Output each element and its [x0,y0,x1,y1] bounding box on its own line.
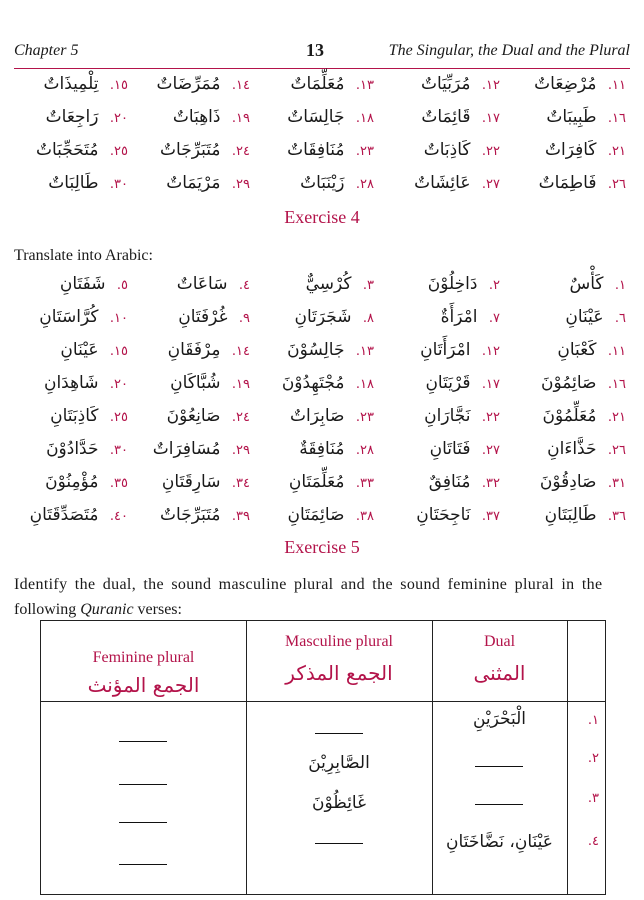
arabic-word: نَجَّارَانِ [424,406,471,426]
arabic-word: حَذَّاءَانِ [547,439,597,459]
item-number: ٢٩. [231,443,250,458]
arabic-word: صَادِقُوْنَ [539,472,597,492]
word-item [256,505,374,525]
arabic-word: امْرَأَتَانِ [420,340,471,360]
word-item [382,140,500,160]
word-item [256,140,374,160]
answer-blank [119,741,167,742]
word-item [132,406,250,426]
item-number: ١٧. [481,377,500,392]
word-item [256,472,374,492]
word-item [382,439,500,459]
item-number: ٣٠. [109,177,128,192]
item-number: ٤. [238,278,250,293]
item-number: ٣٢. [481,476,500,491]
word-item [10,74,128,94]
arabic-word: مُسَافِرَاتٌ [152,439,221,459]
arabic-word: شَجَرَتَانِ [294,307,352,327]
item-number: ١٧. [481,111,500,126]
arabic-word: كَعْبَانِ [557,340,597,360]
arabic-word: مُتَصَدِّقَتَانِ [29,505,99,525]
item-number: ١٠. [109,311,128,326]
item-number: ٢٣. [355,410,374,425]
arabic-word: نَاجِحَتَانِ [416,505,471,525]
item-number: ١٦. [607,377,626,392]
word-row [18,505,626,535]
answer-blank [475,766,523,767]
item-number: ١٤. [231,78,250,93]
item-number: ٢٤. [231,144,250,159]
exercise5-instruction-line2 [14,601,182,619]
arabic-word: مِرْفَقَانِ [167,340,221,360]
arabic-word: مُنَافِقَاتٌ [287,140,345,160]
item-number: ٢٩. [231,177,250,192]
word-item [132,274,250,294]
word-item [382,173,500,193]
header-masculine-plural: Masculine plural [285,633,393,650]
arabic-word: مَرْيَمَاتٌ [166,173,221,193]
word-item [382,373,500,393]
instruction-suffix: verses: [133,601,182,618]
item-number: ١١. [607,344,626,359]
word-item [132,74,250,94]
word-item [10,107,128,127]
instruction-prefix: following [14,601,81,618]
arabic-word: جَالِسُوْنَ [287,340,345,360]
word-row [18,74,626,104]
arabic-word: طَبِيبَاتٌ [546,107,597,127]
item-number: ١٦. [607,111,626,126]
arabic-word: غُرْفَتَانِ [178,307,228,327]
item-number: ١٩. [231,377,250,392]
word-item [256,274,374,294]
item-number: ٣٣. [355,476,374,491]
arabic-word: طَالِبَتَانِ [544,505,597,525]
item-number: ٣٧. [481,509,500,524]
item-number: ٨. [362,311,374,326]
word-item [132,340,250,360]
table-row-divider [41,701,605,702]
header-dual-arabic: المثنى [473,661,526,685]
row-number: .٣ [587,791,599,806]
item-number: ٢٨. [355,443,374,458]
arabic-word: صَابِرَاتٌ [290,406,345,426]
word-item [382,274,500,294]
item-number: ١٨. [355,111,374,126]
arabic-word: شُبَّاكَانِ [170,373,221,393]
page-header [14,34,630,64]
word-item [10,173,128,193]
item-number: ٢٠. [109,377,128,392]
arabic-word: ذَاهِبَاتٌ [172,107,221,127]
word-item [256,173,374,193]
word-item [382,505,500,525]
masculine-plural-cell: غَائِظُوْنَ [311,793,366,813]
item-number: ٧. [488,311,500,326]
word-item [10,274,128,294]
header-feminine-plural-arabic: الجمع المؤنث [87,673,200,697]
answer-blank [475,804,523,805]
chapter-label: Chapter 5 [14,42,79,59]
item-number: ٢٠. [109,111,128,126]
word-item [256,340,374,360]
item-number: ٢٧. [481,177,500,192]
word-item [382,107,500,127]
dual-cell: الْبَحْرَيْنِ [472,709,527,729]
arabic-word: سَارِقَتَانِ [161,472,221,492]
word-item [10,307,128,327]
word-row [18,373,626,403]
arabic-word: زَيْنَبَاتٌ [300,173,345,193]
arabic-word: مُرْضِعَاتٌ [534,74,597,94]
word-item [508,340,626,360]
arabic-word: فَتَاتَانِ [429,439,471,459]
arabic-word: مُتَبَرِّجَاتٌ [160,505,221,525]
word-item [382,307,500,327]
word-item [10,406,128,426]
arabic-word: امْرَأَةٌ [440,307,478,327]
word-item [10,439,128,459]
arabic-word: تِلْمِيذَاتٌ [43,74,99,94]
word-item [132,140,250,160]
word-item [132,472,250,492]
word-item [132,307,250,327]
item-number: ٢٢. [481,410,500,425]
word-item [132,505,250,525]
item-number: ١١. [607,78,626,93]
arabic-word: مُرَبِّيَاتٌ [420,74,471,94]
arabic-word: صَائِمَتَانِ [287,505,345,525]
item-number: ١٥. [109,344,128,359]
item-number: ٢١. [607,144,626,159]
word-item [10,472,128,492]
arabic-word: صَائِمُوْنَ [541,373,597,393]
word-row [18,439,626,469]
item-number: ٢٤. [231,410,250,425]
header-feminine-plural: Feminine plural [92,649,195,666]
word-item [132,439,250,459]
word-item [132,373,250,393]
arabic-word: مُمَرِّضَاتٌ [156,74,221,94]
arabic-word: عَيْنَانِ [565,307,604,327]
arabic-word: مُعَلِّمَتَانِ [288,472,345,492]
word-item [10,373,128,393]
arabic-word: مُتَحَجِّبَاتٌ [35,140,99,160]
word-row [18,307,626,337]
word-item [256,406,374,426]
word-item [508,406,626,426]
item-number: ٢٥. [109,410,128,425]
masculine-plural-cell: الصَّابِرِيْنَ [308,753,370,773]
word-item [10,340,128,360]
answer-blank [315,843,363,844]
word-item [508,140,626,160]
item-number: ٢٨. [355,177,374,192]
arabic-word: كُرَّاسَتَانِ [39,307,99,327]
arabic-word: كَاذِبَتَانِ [50,406,99,426]
row-number: .٤ [587,834,599,849]
word-item [256,307,374,327]
header-masculine-plural-arabic: الجمع المذكر [285,661,393,685]
arabic-word: مُنَافِقَةٌ [299,439,345,459]
item-number: ٢٦. [607,177,626,192]
word-row [18,173,626,203]
arabic-word: مُتَبَرِّجَاتٌ [160,140,221,160]
exercise4-instruction: Translate into Arabic: [14,247,153,264]
table-col-divider [567,621,568,894]
arabic-word: مُعَلِّمُوْنَ [542,406,597,426]
answer-blank [119,822,167,823]
running-title: The Singular, the Dual and the Plural [388,42,630,59]
answer-blank [315,733,363,734]
dual-cell: عَيْنَانِ، نَضَّاخَتَانِ [446,832,553,852]
word-item [382,340,500,360]
word-item [10,505,128,525]
item-number: ٢٢. [481,144,500,159]
word-row [18,472,626,502]
item-number: ١٢. [481,344,500,359]
word-item [382,406,500,426]
word-item [382,472,500,492]
item-number: ١٨. [355,377,374,392]
item-number: ٥. [116,278,128,293]
word-item [508,173,626,193]
item-number: ٣٨. [355,509,374,524]
item-number: ٣١. [607,476,626,491]
word-item [132,173,250,193]
word-item [508,74,626,94]
item-number: ٣٩. [231,509,250,524]
arabic-word: رَاجِعَاتٌ [45,107,99,127]
arabic-word: مُؤْمِنُوْنَ [45,472,99,492]
word-item [508,107,626,127]
item-number: ٩. [238,311,250,326]
word-item [256,107,374,127]
item-number: ٢٧. [481,443,500,458]
arabic-word: سَاعَاتٌ [176,274,228,294]
exercise5-instruction-line1: Identify the dual, the sound masculine plural and the sound feminine plural in the [14,576,603,593]
word-row [18,340,626,370]
word-item [508,373,626,393]
exercise5-table [40,620,606,895]
arabic-word: جَالِسَاتٌ [287,107,345,127]
word-item [256,74,374,94]
page-number: 13 [306,40,324,60]
word-item [132,107,250,127]
item-number: ٣. [362,278,374,293]
item-number: ١. [614,278,626,293]
arabic-word: صَانِعُوْنَ [166,406,221,426]
item-number: ٢٥. [109,144,128,159]
item-number: ٢٣. [355,144,374,159]
item-number: ٢. [488,278,500,293]
arabic-word: شَاهِدَانِ [43,373,99,393]
word-item [10,140,128,160]
item-number: ١٩. [231,111,250,126]
arabic-word: طَالِبَاتٌ [48,173,99,193]
row-number: .٢ [587,751,599,766]
arabic-word: دَاخِلُوْنَ [427,274,478,294]
arabic-word: مُنَافِقٌ [428,472,471,492]
word-item [508,439,626,459]
word-row [18,274,626,304]
item-number: ٤٠. [109,509,128,524]
item-number: ٢٦. [607,443,626,458]
item-number: ٣٠. [109,443,128,458]
answer-blank [119,784,167,785]
exercise4-title: Exercise 4 [284,207,360,227]
arabic-word: كَأْسٌ [569,274,604,294]
word-item [382,74,500,94]
arabic-word: شَفَتَانِ [59,274,106,294]
word-item [508,307,626,327]
item-number: ٣٦. [607,509,626,524]
item-number: ٢١. [607,410,626,425]
exercise5-title: Exercise 5 [284,537,360,557]
arabic-word: مُجْتَهِدُوْنَ [281,373,345,393]
arabic-word: عَائِشَاتٌ [414,173,471,193]
word-row [18,107,626,137]
arabic-word: كَاذِبَاتٌ [423,140,471,160]
word-item [256,439,374,459]
arabic-word: فَاطِمَاتٌ [538,173,597,193]
answer-blank [119,864,167,865]
item-number: ٣٤. [231,476,250,491]
item-number: ١٥. [109,78,128,93]
word-item [508,505,626,525]
arabic-word: مُعَلِّمَاتٌ [290,74,345,94]
arabic-word: قَائِمَاتٌ [421,107,471,127]
word-item [256,373,374,393]
item-number: ٣٥. [109,476,128,491]
item-number: ١٣. [355,78,374,93]
item-number: ٦. [614,311,626,326]
item-number: ١٣. [355,344,374,359]
item-number: ١٢. [481,78,500,93]
arabic-word: كَافِرَاتٌ [544,140,597,160]
word-item [508,274,626,294]
header-dual: Dual [483,633,516,650]
arabic-word: كُرْسِيٌّ [305,274,352,294]
arabic-word: حَدَّادُوْنَ [46,439,99,459]
header-rule [14,68,630,69]
instruction-italic-word: Quranic [80,601,134,618]
word-item [508,472,626,492]
item-number: ١٤. [231,344,250,359]
arabic-word: عَيْنَانِ [60,340,99,360]
word-row [18,140,626,170]
row-number: .١ [587,713,599,728]
word-row [18,406,626,436]
arabic-word: قَرْيَتَانِ [425,373,471,393]
